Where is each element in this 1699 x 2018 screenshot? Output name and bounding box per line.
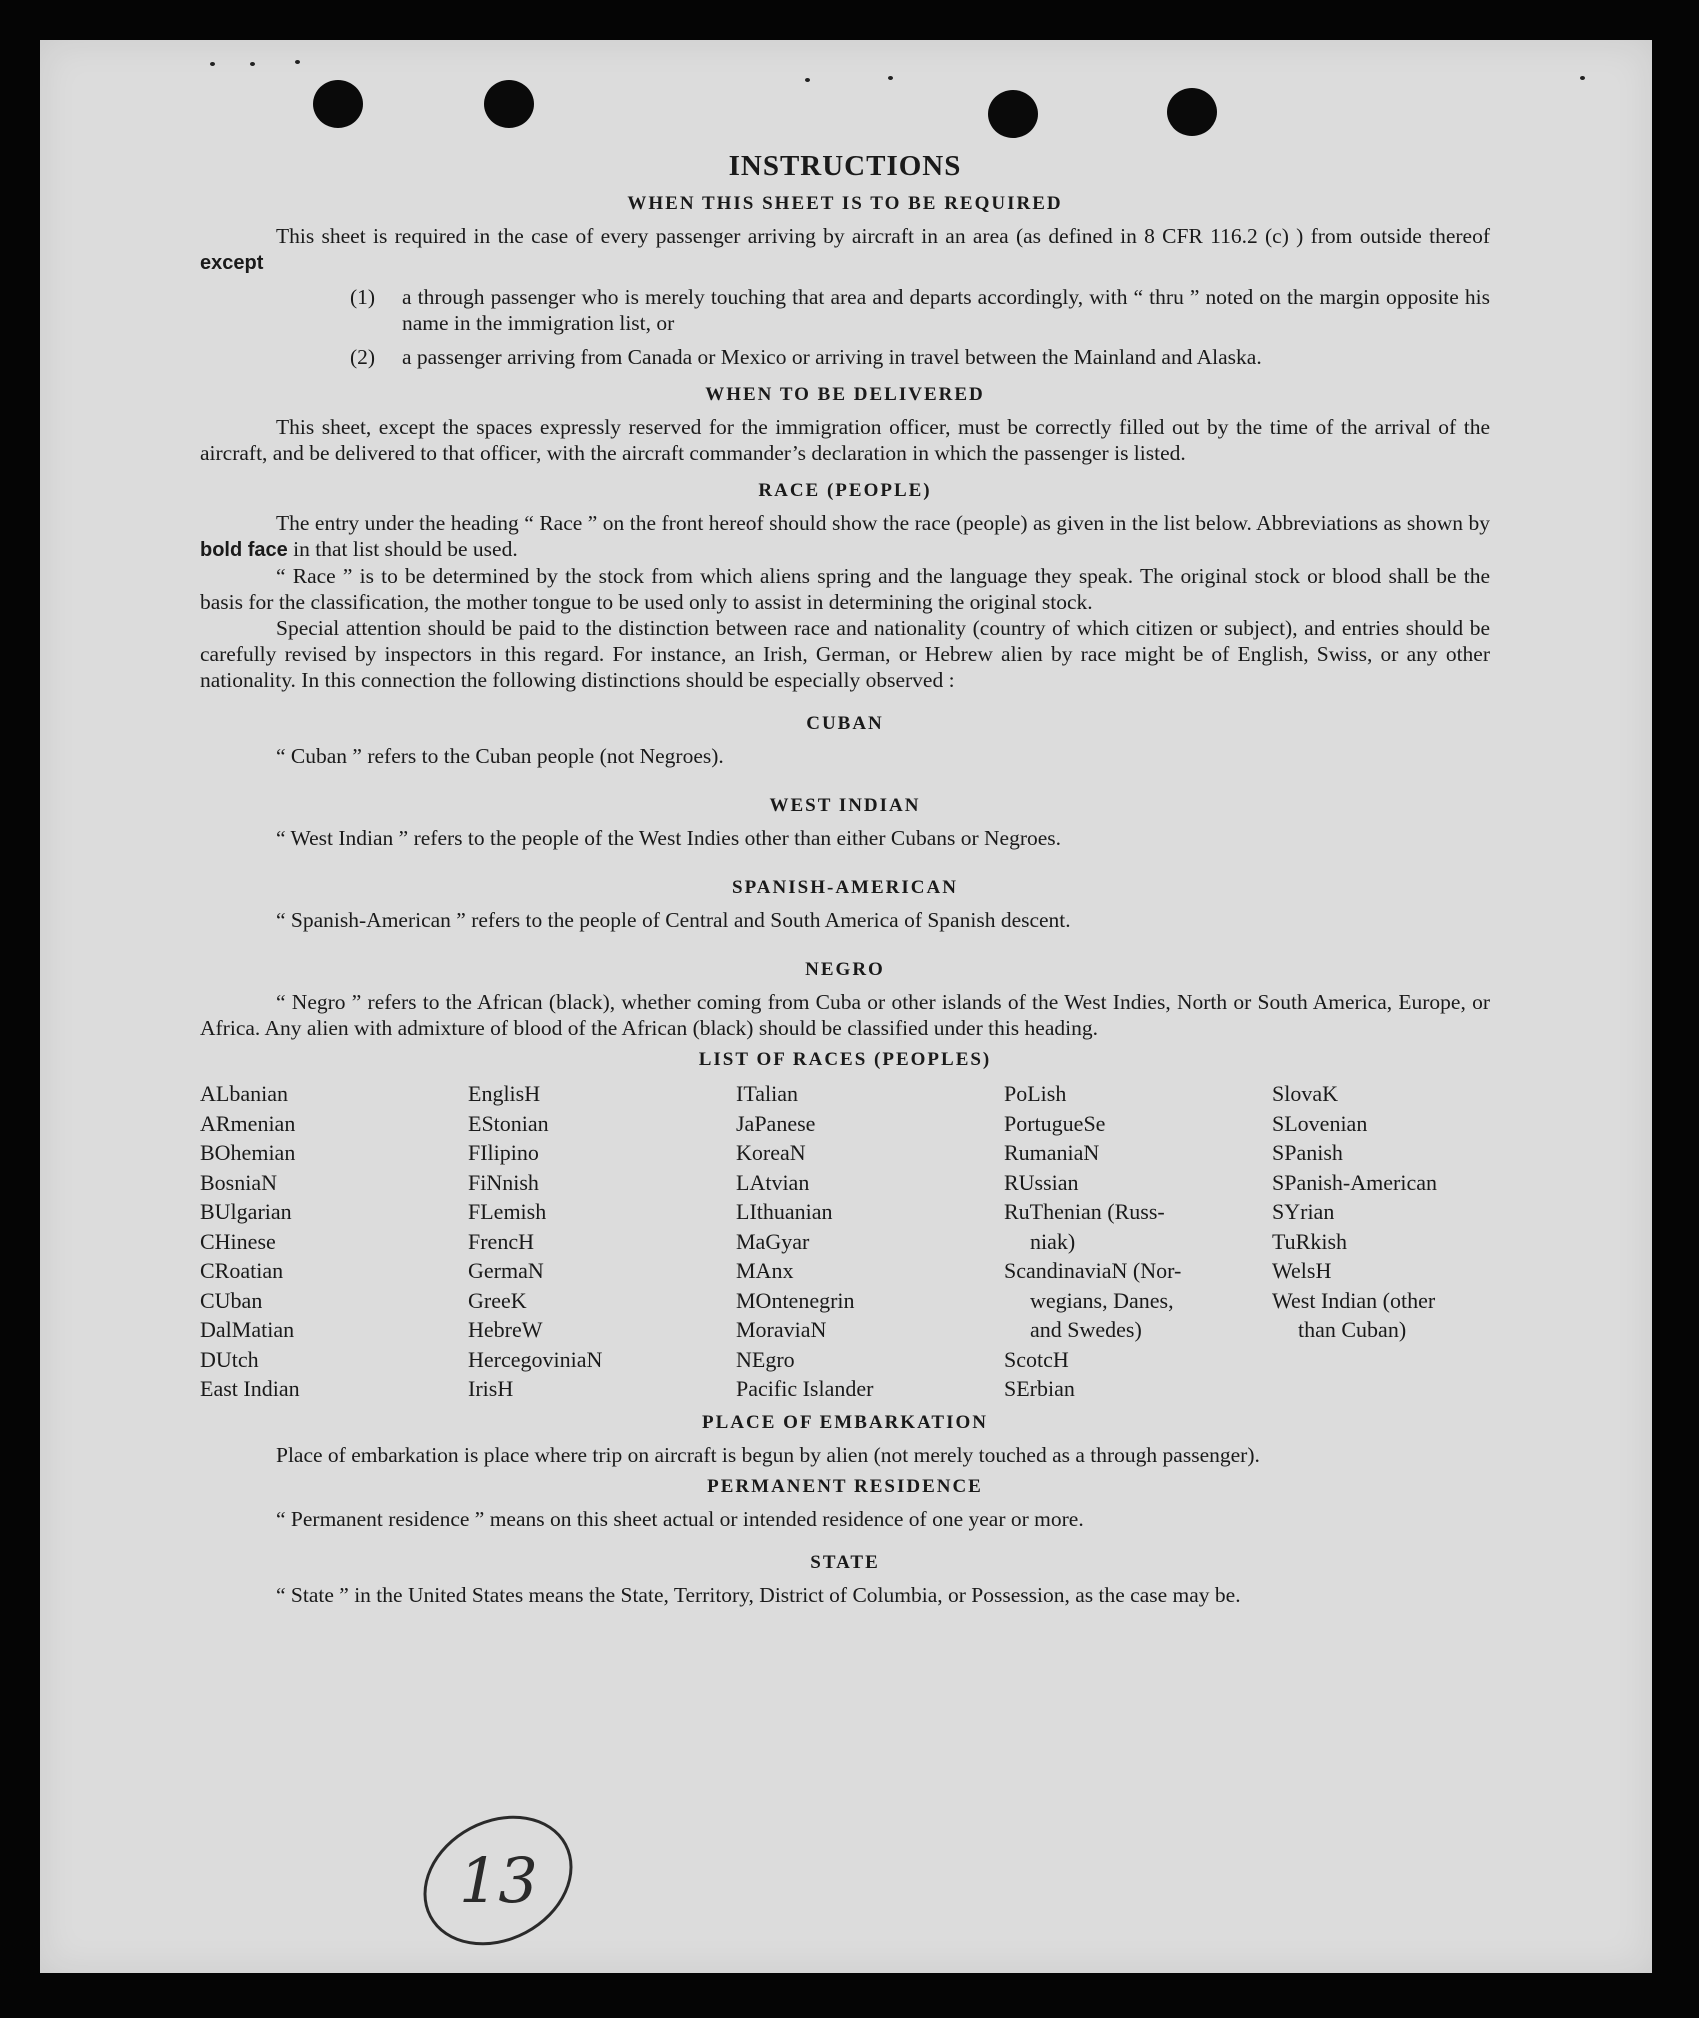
race-entry: PortugueSe — [1004, 1110, 1106, 1136]
race-entry: HebreW — [468, 1317, 543, 1342]
item-number: (1) — [350, 285, 376, 309]
punch-hole — [988, 90, 1038, 138]
text: in that list should be used. — [287, 537, 518, 561]
list-item — [350, 344, 1490, 370]
race-entry: ALbanian — [200, 1081, 288, 1106]
race-entry: ARmenian — [200, 1110, 296, 1136]
section-heading-negro: NEGRO — [805, 959, 885, 980]
races-list — [200, 1079, 1490, 1404]
paragraph-cuban: “ Cuban ” refers to the Cuban people (not Negroes). — [276, 744, 724, 768]
race-entry: CRoatian — [200, 1258, 284, 1283]
race-entry: RumaniaN — [1004, 1140, 1100, 1165]
speck — [295, 60, 300, 64]
paragraph-state: “ State ” in the United States means the State, Territory, District of Columbia, or Possession, as the case may be. — [276, 1582, 1241, 1607]
race-entry: NEgro — [736, 1346, 795, 1372]
item-text: a passenger arriving from Canada or Mexico or arriving in travel between the Mainland and Alaska. — [402, 345, 1262, 369]
handwritten-number-text: 13 — [458, 1844, 538, 1917]
race-entry: ScandinaviaN (Nor- — [1004, 1258, 1182, 1283]
list-item — [350, 284, 1490, 336]
race-entry: East Indian — [200, 1376, 300, 1401]
race-entry: SPanish — [1272, 1140, 1343, 1165]
race-entry: LIthuanian — [736, 1199, 833, 1224]
race-entry: MoraviaN — [736, 1317, 827, 1342]
race-entry: TuRkish — [1272, 1228, 1348, 1254]
paragraph-delivered: This sheet, except the spaces expressly reserved for the immigration officer, must be correctly filled out by the time of the arrival of the aircraft, and be delivered to that officer, with the aircraft commander’s declaration in which the passenger is listed. — [200, 415, 1490, 465]
punch-hole — [484, 80, 534, 128]
section-heading-residence: PERMANENT RESIDENCE — [707, 1475, 983, 1497]
race-entry: West Indian (other — [1272, 1287, 1436, 1313]
race-entry: CHinese — [200, 1228, 276, 1254]
race-entry: FLemish — [468, 1199, 547, 1224]
section-heading-state: STATE — [810, 1551, 880, 1573]
paragraph-negro: “ Negro ” refers to the African (black), whether coming from Cuba or other islands of the West Indies, North or South America, Europe, or Africa. Any alien with admixture of blood of the African (black) should be classified under this heading. — [200, 990, 1490, 1040]
races-column — [468, 1079, 736, 1404]
item-text: a through passenger who is merely touching that area and departs accordingly, with “ thru ” noted on the margin opposite his name in the immigration list, or — [402, 285, 1490, 335]
race-entry: KoreaN — [736, 1140, 806, 1165]
paragraph-required — [200, 223, 1490, 276]
paragraph-race-1 — [200, 510, 1490, 563]
race-entry: FrencH — [468, 1228, 534, 1254]
race-entry: EStonian — [468, 1110, 549, 1136]
race-entry: SLovenian — [1272, 1110, 1368, 1136]
item-number: (2) — [350, 345, 376, 369]
section-heading-required: WHEN THIS SHEET IS TO BE REQUIRED — [627, 193, 1063, 214]
race-entry: Pacific Islander — [736, 1376, 874, 1401]
section-heading-cuban: CUBAN — [806, 713, 884, 734]
race-entry-continuation: and Swedes) — [1030, 1317, 1142, 1342]
races-column — [200, 1079, 468, 1404]
race-entry: BUlgarian — [200, 1199, 292, 1224]
race-entry: SYrian — [1272, 1199, 1335, 1224]
bold-text: except — [200, 252, 264, 274]
race-entry: EnglisH — [468, 1081, 541, 1106]
text: This sheet is required in the case of every passenger arriving by aircraft in an area (as defined in 8 CFR 116.2 (c) ) from outside thereof — [276, 224, 1490, 248]
paragraph-spanish-american: “ Spanish-American ” refers to the people of Central and South America of Spanish descent. — [276, 908, 1071, 932]
race-entry: GreeK — [468, 1287, 527, 1313]
speck — [250, 62, 255, 66]
section-heading-embarkation: PLACE OF EMBARKATION — [702, 1411, 988, 1433]
paragraph-embarkation: Place of embarkation is place where trip on aircraft is begun by alien (not merely touched as a through passenger). — [276, 1442, 1260, 1467]
section-heading-spanish-american: SPANISH-AMERICAN — [732, 877, 958, 898]
section-heading-list-of-races: LIST OF RACES (PEOPLES) — [698, 1049, 992, 1070]
race-entry: DUtch — [200, 1346, 259, 1372]
paragraph-race-2: “ Race ” is to be determined by the stock from which aliens spring and the language they speak. The original stock or blood shall be the basis for the classification, the mother tongue to be used only to assist in determining the original stock. — [200, 564, 1490, 614]
race-entry: RuThenian (Russ- — [1004, 1199, 1165, 1224]
race-entry: ITalian — [736, 1081, 798, 1106]
race-entry: FiNnish — [468, 1169, 539, 1195]
page-title: INSTRUCTIONS — [728, 150, 962, 182]
speck — [805, 78, 810, 82]
race-entry: HercegoviniaN — [468, 1346, 603, 1372]
section-heading-delivered: WHEN TO BE DELIVERED — [705, 384, 985, 405]
races-column — [736, 1079, 1004, 1404]
race-entry: RUssian — [1004, 1169, 1079, 1195]
race-entry: IrisH — [468, 1376, 514, 1401]
race-entry: MAnx — [736, 1258, 794, 1283]
text: The entry under the heading “ Race ” on the front hereof should show the race (people) as given in the list below. Abbreviations as shown by — [276, 511, 1490, 535]
paragraph-residence: “ Permanent residence ” means on this sheet actual or intended residence of one year or more. — [276, 1506, 1084, 1531]
race-entry-continuation: niak) — [1030, 1228, 1076, 1254]
race-entry: SlovaK — [1272, 1081, 1338, 1106]
speck — [888, 76, 893, 80]
race-entry: SPanish-American — [1272, 1169, 1437, 1195]
section-heading-race: RACE (PEOPLE) — [758, 480, 932, 501]
bold-text: bold face — [200, 539, 288, 561]
instructions-content — [200, 150, 1490, 1608]
race-entry: BOhemian — [200, 1140, 296, 1165]
race-entry: CUban — [200, 1287, 263, 1313]
paragraph-west-indian: “ West Indian ” refers to the people of the West Indies other than either Cubans or Negroes. — [276, 826, 1062, 850]
paragraph-race-3: Special attention should be paid to the distinction between race and nationality (country of which citizen or subject), and entries should be carefully revised by inspectors in this regard. For instance, an Irish, German, or Hebrew alien by race might be of English, Swiss, or any other nationality. In this connection the following distinctions should be especially observed : — [200, 616, 1490, 692]
race-entry: MaGyar — [736, 1228, 810, 1254]
race-entry: SErbian — [1004, 1376, 1075, 1401]
punch-hole — [313, 80, 363, 128]
race-entry: MOntenegrin — [736, 1287, 855, 1313]
race-entry-continuation: than Cuban) — [1298, 1317, 1407, 1342]
race-entry: FIlipino — [468, 1140, 539, 1165]
race-entry-continuation: wegians, Danes, — [1030, 1287, 1174, 1313]
races-column — [1272, 1079, 1540, 1404]
race-entry: WelsH — [1272, 1258, 1332, 1283]
punch-hole — [1167, 88, 1217, 136]
race-entry: PoLish — [1004, 1081, 1067, 1106]
race-entry: DalMatian — [200, 1317, 295, 1342]
race-entry: ScotcH — [1004, 1346, 1069, 1372]
race-entry: BosniaN — [200, 1169, 277, 1195]
speck — [1580, 76, 1585, 80]
races-column — [1004, 1079, 1272, 1404]
speck — [210, 62, 215, 66]
race-entry: GermaN — [468, 1258, 544, 1283]
section-heading-west-indian: WEST INDIAN — [769, 795, 921, 816]
race-entry: JaPanese — [736, 1110, 816, 1136]
race-entry: LAtvian — [736, 1169, 810, 1195]
